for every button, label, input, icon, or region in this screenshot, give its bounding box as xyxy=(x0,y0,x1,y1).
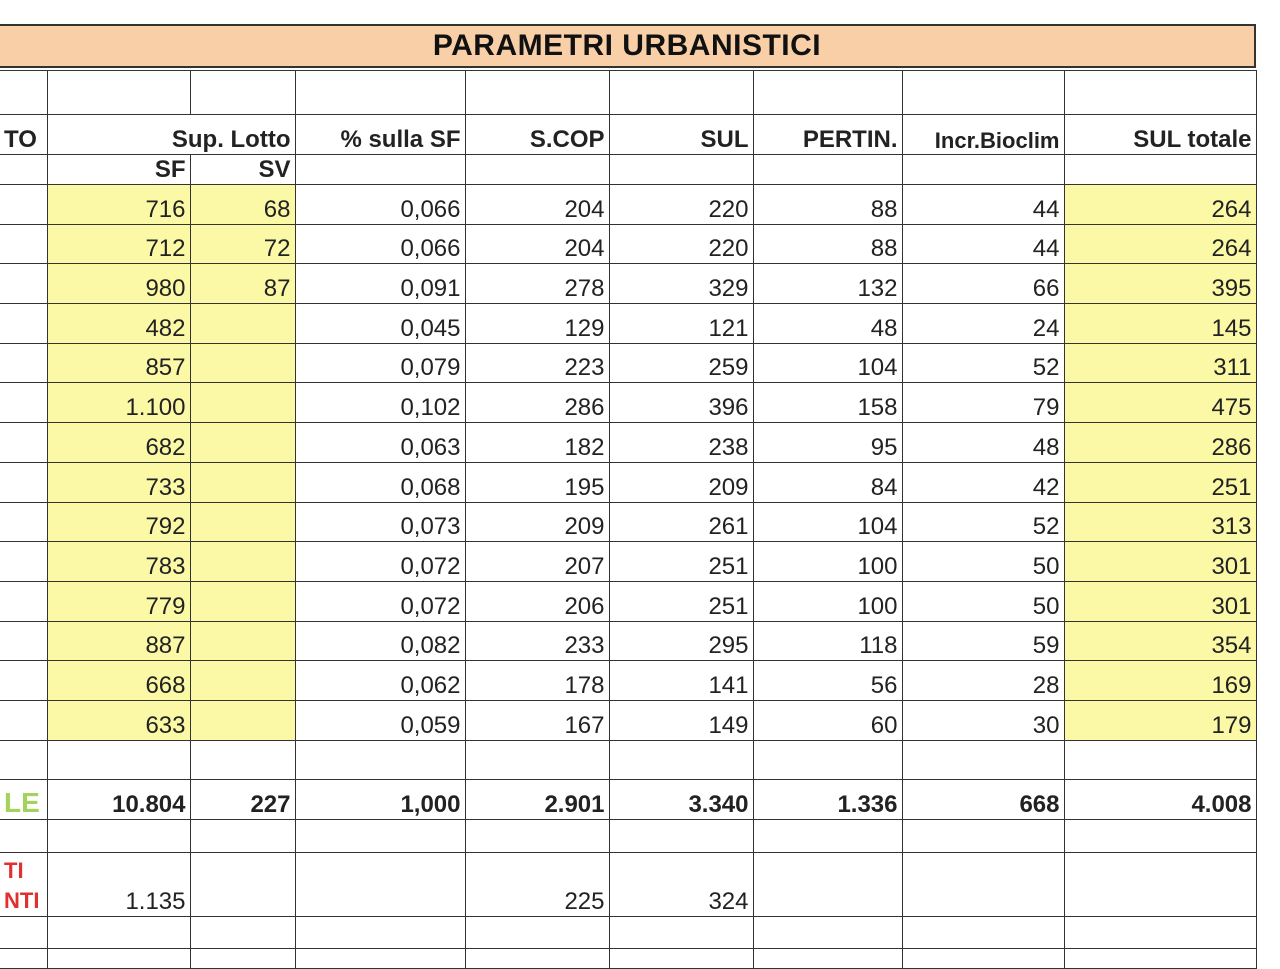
cell-sul-totale: 475 xyxy=(1064,383,1256,423)
cell-sul: 149 xyxy=(609,700,753,740)
table-row xyxy=(0,264,1256,304)
cell-incr-bioclim: 50 xyxy=(902,542,1064,582)
extra-cell-sf: 1.135 xyxy=(47,852,190,916)
cell-scop: 286 xyxy=(465,383,609,423)
table-row xyxy=(0,542,1256,582)
cell-scop: 167 xyxy=(465,700,609,740)
cell-perc-sf: 0,073 xyxy=(295,502,465,542)
cell-sul-totale: 179 xyxy=(1064,700,1256,740)
total-cell-sul-totale: 4.008 xyxy=(1064,779,1256,819)
total-cell-incr-bioclim: 668 xyxy=(902,779,1064,819)
cell-scop: 195 xyxy=(465,462,609,502)
cell-scop: 278 xyxy=(465,264,609,304)
cell-perc-sf: 0,102 xyxy=(295,383,465,423)
cell-incr-bioclim: 28 xyxy=(902,661,1064,701)
cell-sul: 141 xyxy=(609,661,753,701)
total-cell-pertin: 1.336 xyxy=(753,779,902,819)
header-sul-totale: SUL totale xyxy=(1064,115,1256,155)
cell-pertin: 60 xyxy=(753,700,902,740)
cell-sf: 668 xyxy=(47,661,190,701)
cell-pertin: 84 xyxy=(753,462,902,502)
cell-sul: 251 xyxy=(609,542,753,582)
cell-sul-totale: 169 xyxy=(1064,661,1256,701)
cell-scop: 233 xyxy=(465,621,609,661)
cell-perc-sf: 0,068 xyxy=(295,462,465,502)
cell-perc-sf: 0,091 xyxy=(295,264,465,304)
totals-label: LE xyxy=(0,779,47,819)
spacer-row xyxy=(0,916,1256,948)
cell-perc-sf: 0,066 xyxy=(295,224,465,264)
cell-pertin: 100 xyxy=(753,581,902,621)
cell-perc-sf: 0,072 xyxy=(295,581,465,621)
header-sul: SUL xyxy=(609,115,753,155)
cell-sul: 261 xyxy=(609,502,753,542)
cell-sul-totale: 354 xyxy=(1064,621,1256,661)
cell-sf: 633 xyxy=(47,700,190,740)
cell-perc-sf: 0,072 xyxy=(295,542,465,582)
extra-row xyxy=(0,852,1256,916)
cell-sf: 792 xyxy=(47,502,190,542)
table-row xyxy=(0,581,1256,621)
cell-sv xyxy=(190,621,295,661)
cell-scop: 223 xyxy=(465,343,609,383)
header-sup-lotto: Sup. Lotto xyxy=(47,115,295,155)
extra-label xyxy=(0,852,47,916)
cell-pertin: 132 xyxy=(753,264,902,304)
cell-sf: 1.100 xyxy=(47,383,190,423)
cell-sul-totale: 313 xyxy=(1064,502,1256,542)
cell-incr-bioclim: 52 xyxy=(902,502,1064,542)
header-col0: TO xyxy=(0,115,47,155)
cell-sul-totale: 145 xyxy=(1064,304,1256,344)
cell-incr-bioclim: 52 xyxy=(902,343,1064,383)
total-cell-perc-sf: 1,000 xyxy=(295,779,465,819)
cell-perc-sf: 0,066 xyxy=(295,185,465,225)
totals-row xyxy=(0,779,1256,819)
cell-incr-bioclim: 66 xyxy=(902,264,1064,304)
cell-sv xyxy=(190,383,295,423)
cell-sul: 396 xyxy=(609,383,753,423)
cell-sv xyxy=(190,581,295,621)
extra-cell-sv xyxy=(190,852,295,916)
table-row xyxy=(0,185,1256,225)
table-row xyxy=(0,423,1256,463)
table-row xyxy=(0,661,1256,701)
cell-sul-totale: 264 xyxy=(1064,224,1256,264)
cell-perc-sf: 0,079 xyxy=(295,343,465,383)
cell-sf: 887 xyxy=(47,621,190,661)
cell-sul-totale: 311 xyxy=(1064,343,1256,383)
cell-scop: 206 xyxy=(465,581,609,621)
cell-pertin: 104 xyxy=(753,343,902,383)
extra-cell-scop: 225 xyxy=(465,852,609,916)
cell-sv xyxy=(190,462,295,502)
subheader-sv: SV xyxy=(190,155,295,185)
cell-pertin: 88 xyxy=(753,224,902,264)
cell-pertin: 158 xyxy=(753,383,902,423)
cell-sv xyxy=(190,423,295,463)
cell-sf: 783 xyxy=(47,542,190,582)
table-row xyxy=(0,304,1256,344)
cell-pertin: 88 xyxy=(753,185,902,225)
cell-sf: 682 xyxy=(47,423,190,463)
cell-sf: 482 xyxy=(47,304,190,344)
cell-sv: 87 xyxy=(190,264,295,304)
extra-cell-pertin xyxy=(753,852,902,916)
cell-scop: 204 xyxy=(465,224,609,264)
cell-sv xyxy=(190,343,295,383)
cell-sf: 712 xyxy=(47,224,190,264)
cell-pertin: 48 xyxy=(753,304,902,344)
cell-sv xyxy=(190,502,295,542)
sheet-title-bar xyxy=(0,24,1256,68)
cell-pertin: 56 xyxy=(753,661,902,701)
cell-incr-bioclim: 44 xyxy=(902,185,1064,225)
header-incr-bioclim: Incr.Bioclim xyxy=(902,115,1064,155)
table-row xyxy=(0,383,1256,423)
cell-sul: 329 xyxy=(609,264,753,304)
cell-sv xyxy=(190,700,295,740)
cell-incr-bioclim: 59 xyxy=(902,621,1064,661)
cell-sf: 980 xyxy=(47,264,190,304)
cell-pertin: 104 xyxy=(753,502,902,542)
cell-sul: 121 xyxy=(609,304,753,344)
cell-perc-sf: 0,063 xyxy=(295,423,465,463)
cell-scop: 182 xyxy=(465,423,609,463)
cell-sul: 251 xyxy=(609,581,753,621)
cell-sv xyxy=(190,661,295,701)
cell-sv: 68 xyxy=(190,185,295,225)
cell-incr-bioclim: 24 xyxy=(902,304,1064,344)
table-row xyxy=(0,462,1256,502)
cell-incr-bioclim: 48 xyxy=(902,423,1064,463)
cell-incr-bioclim: 30 xyxy=(902,700,1064,740)
cell-incr-bioclim: 50 xyxy=(902,581,1064,621)
table-row xyxy=(0,343,1256,383)
cell-incr-bioclim: 42 xyxy=(902,462,1064,502)
cell-sf: 779 xyxy=(47,581,190,621)
extra-cell-sul-totale xyxy=(1064,852,1256,916)
cell-incr-bioclim: 79 xyxy=(902,383,1064,423)
cell-sul: 238 xyxy=(609,423,753,463)
extra-label-line2: NTI xyxy=(4,887,40,913)
cell-perc-sf: 0,045 xyxy=(295,304,465,344)
cell-perc-sf: 0,062 xyxy=(295,661,465,701)
parameters-table xyxy=(0,70,1257,969)
cell-sul-totale: 251 xyxy=(1064,462,1256,502)
spacer-row xyxy=(0,948,1256,968)
cell-sv xyxy=(190,542,295,582)
cell-sf: 733 xyxy=(47,462,190,502)
cell-pertin: 100 xyxy=(753,542,902,582)
spacer-row xyxy=(0,71,1256,115)
table-row xyxy=(0,621,1256,661)
cell-scop: 204 xyxy=(465,185,609,225)
cell-scop: 209 xyxy=(465,502,609,542)
header-scop: S.COP xyxy=(465,115,609,155)
cell-scop: 129 xyxy=(465,304,609,344)
cell-sul: 220 xyxy=(609,224,753,264)
extra-cell-incr-bioclim xyxy=(902,852,1064,916)
cell-pertin: 95 xyxy=(753,423,902,463)
cell-sul-totale: 395 xyxy=(1064,264,1256,304)
cell-perc-sf: 0,082 xyxy=(295,621,465,661)
table-row xyxy=(0,502,1256,542)
cell-incr-bioclim: 44 xyxy=(902,224,1064,264)
header-pertin: PERTIN. xyxy=(753,115,902,155)
sheet-title: PARAMETRI URBANISTICI xyxy=(432,29,822,62)
total-cell-sul: 3.340 xyxy=(609,779,753,819)
cell-sf: 716 xyxy=(47,185,190,225)
total-cell-sf: 10.804 xyxy=(47,779,190,819)
cell-sul-totale: 286 xyxy=(1064,423,1256,463)
cell-sv: 72 xyxy=(190,224,295,264)
cell-sf: 857 xyxy=(47,343,190,383)
cell-sul-totale: 301 xyxy=(1064,542,1256,582)
table-row xyxy=(0,224,1256,264)
spacer-row xyxy=(0,819,1256,852)
cell-sv xyxy=(190,304,295,344)
total-cell-scop: 2.901 xyxy=(465,779,609,819)
subheader-sf: SF xyxy=(47,155,190,185)
header-perc-sf: % sulla SF xyxy=(295,115,465,155)
cell-perc-sf: 0,059 xyxy=(295,700,465,740)
subheader-row xyxy=(0,155,1256,185)
spacer-row xyxy=(0,740,1256,779)
table-row xyxy=(0,700,1256,740)
extra-label-line1: TI xyxy=(4,857,24,883)
cell-scop: 207 xyxy=(465,542,609,582)
cell-sul-totale: 301 xyxy=(1064,581,1256,621)
cell-scop: 178 xyxy=(465,661,609,701)
extra-cell-perc-sf xyxy=(295,852,465,916)
cell-sul: 209 xyxy=(609,462,753,502)
total-cell-sv: 227 xyxy=(190,779,295,819)
cell-sul: 220 xyxy=(609,185,753,225)
header-row xyxy=(0,115,1256,155)
extra-cell-sul: 324 xyxy=(609,852,753,916)
cell-sul: 295 xyxy=(609,621,753,661)
cell-pertin: 118 xyxy=(753,621,902,661)
cell-sul: 259 xyxy=(609,343,753,383)
cell-sul-totale: 264 xyxy=(1064,185,1256,225)
